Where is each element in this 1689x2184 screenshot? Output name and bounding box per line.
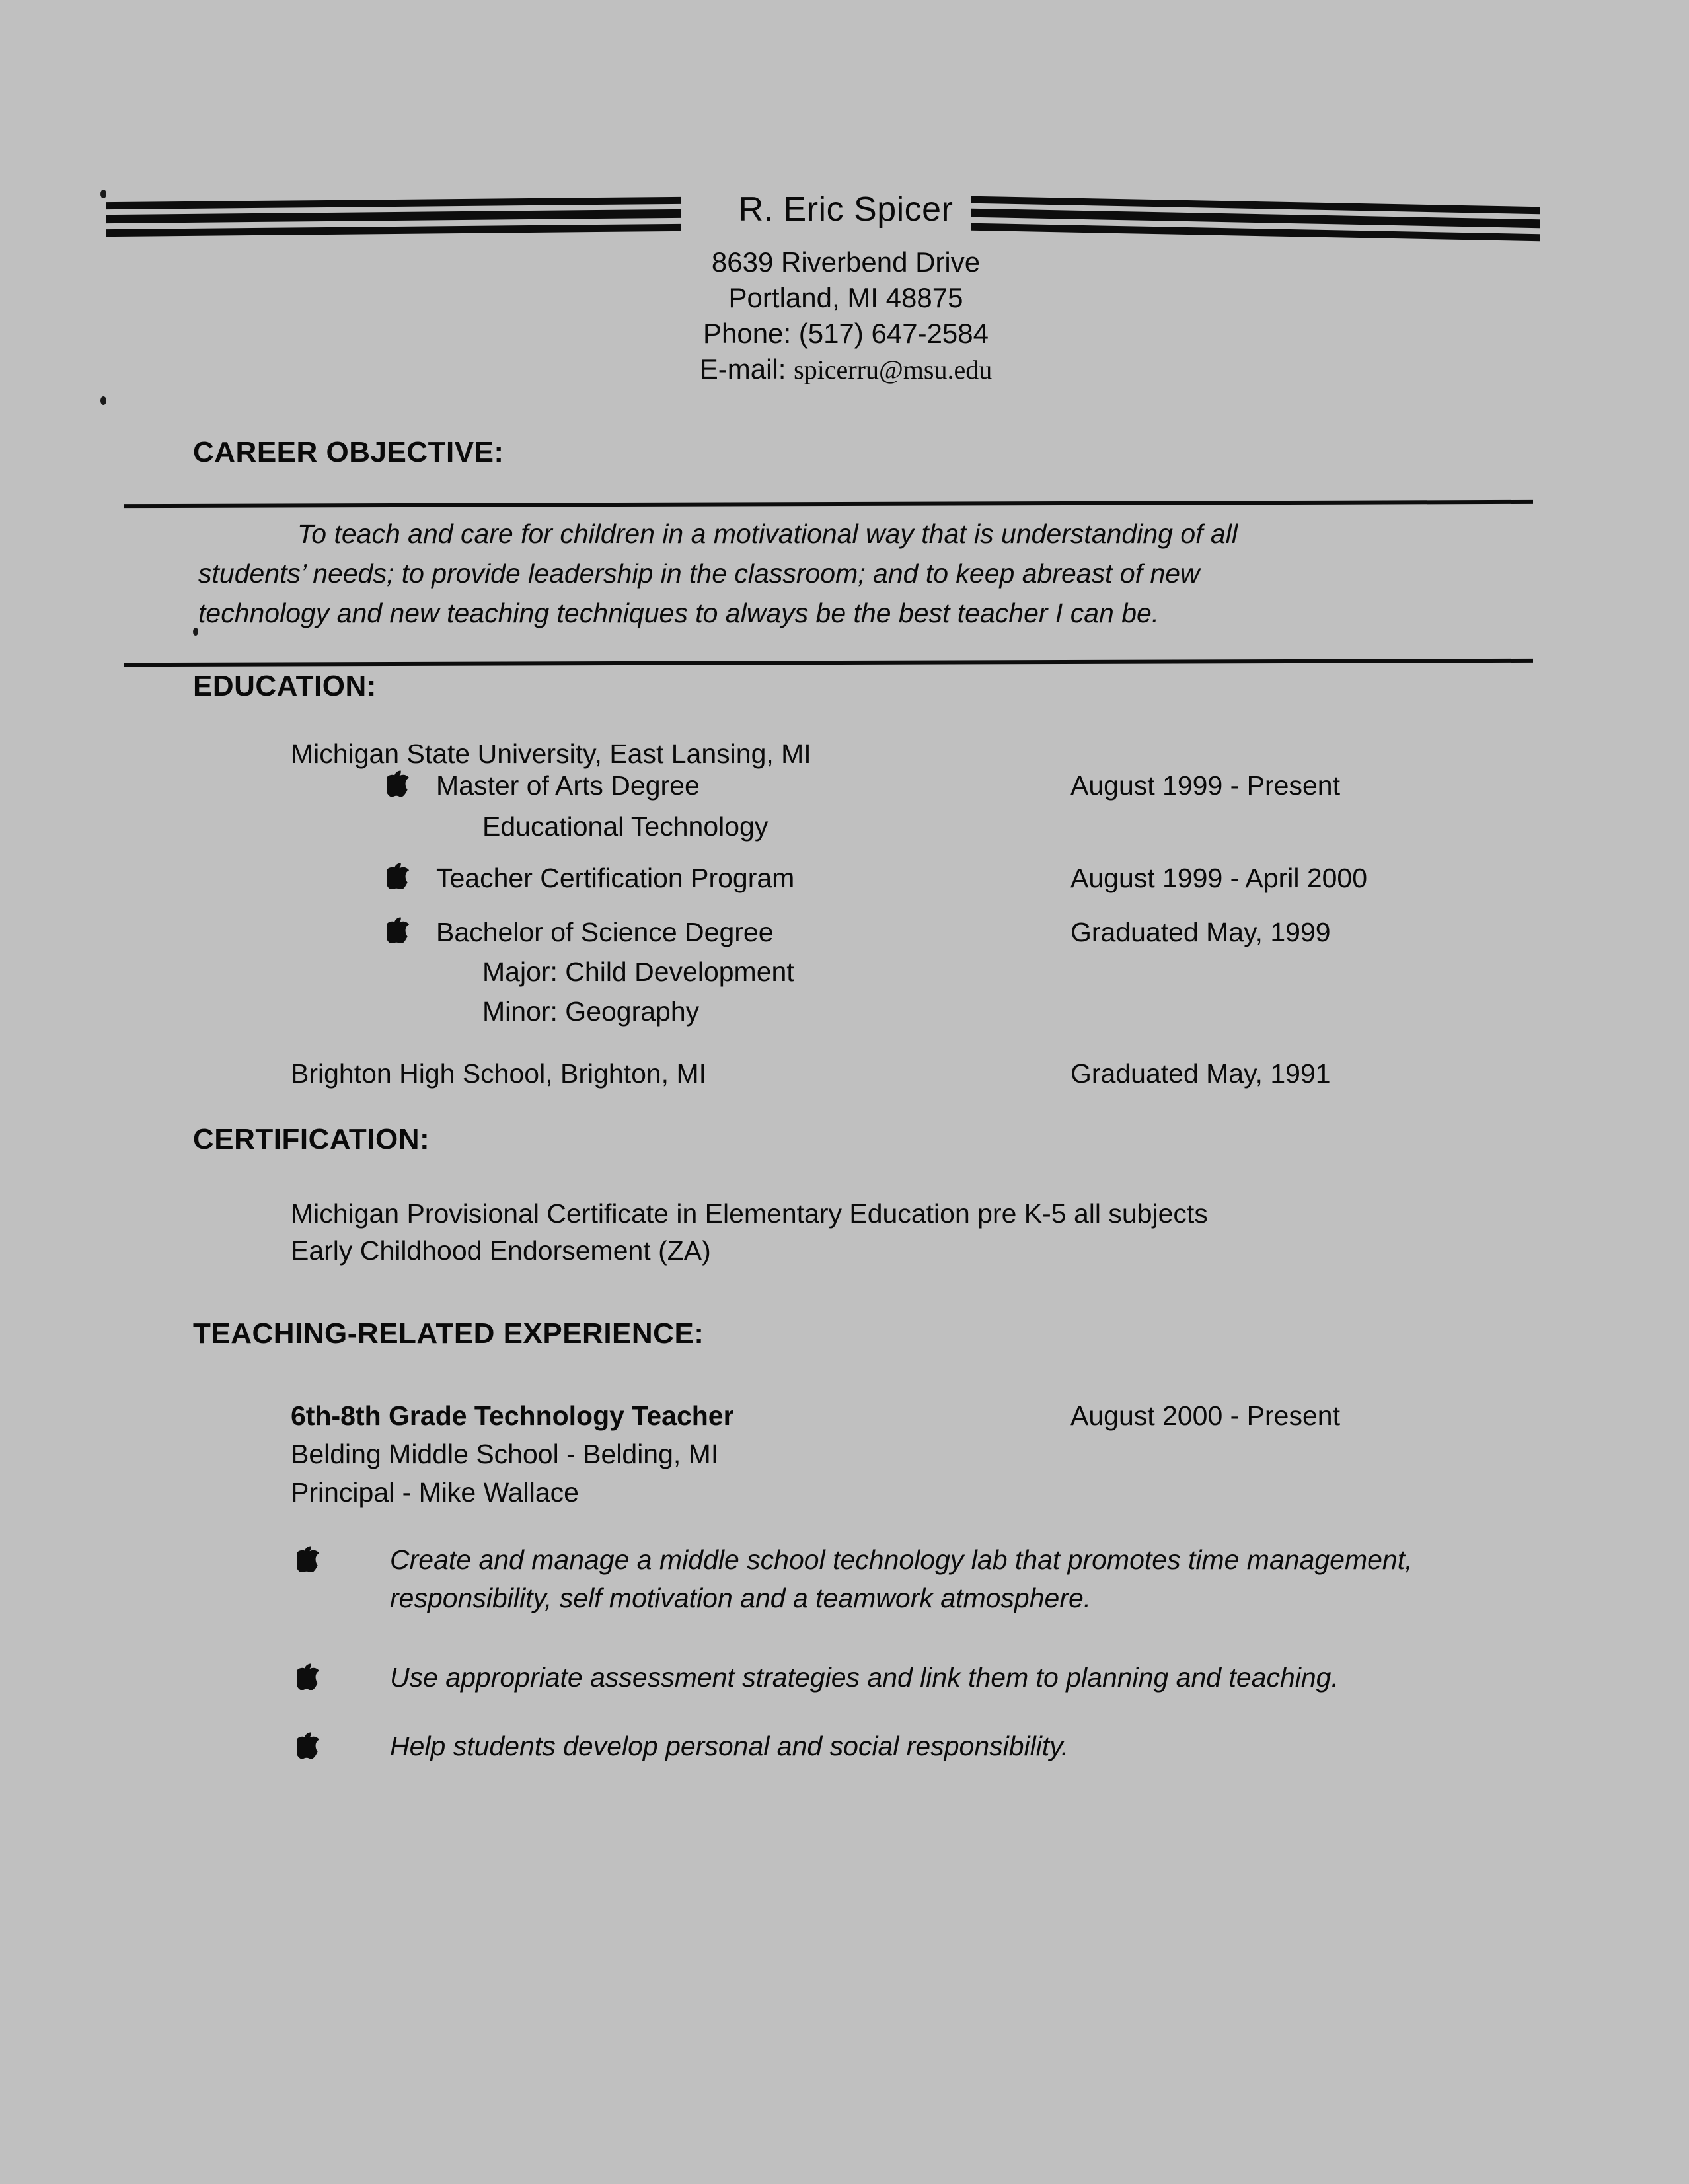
section-heading-certification: CERTIFICATION: <box>193 1123 430 1155</box>
duty-item-2: Use appropriate assessment strategies and link them to planning and teaching. <box>390 1662 1339 1693</box>
job-title: 6th-8th Grade Technology Teacher <box>291 1401 734 1431</box>
degree-date-bs: Graduated May, 1999 <box>1070 917 1331 947</box>
objective-text <box>198 514 1474 633</box>
divider-rule-education <box>124 659 1533 667</box>
contact-address: 8639 Riverbend Drive <box>711 246 981 277</box>
header-decoration-right <box>971 195 1540 246</box>
contact-block <box>423 244 1269 388</box>
school-name-brighton <box>291 1054 706 1093</box>
contact-email-address: spicerru@msu.edu <box>794 355 993 384</box>
school-date-brighton: Graduated May, 1991 <box>1070 1058 1331 1089</box>
divider-rule-objective <box>124 500 1533 508</box>
degree-date-ma: August 1999 - Present <box>1070 770 1340 801</box>
certification-item-2: Early Childhood Endorsement (ZA) <box>291 1235 711 1266</box>
contact-city-state-zip: Portland, MI 48875 <box>728 282 963 313</box>
degree-minor-bs: Minor: Geography <box>482 996 700 1027</box>
apple-bullet-icon <box>297 1732 320 1759</box>
scan-speck <box>100 396 106 405</box>
degree-major-bs: Major: Child Development <box>482 957 794 987</box>
job-date: August 2000 - Present <box>1070 1401 1340 1431</box>
scan-speck <box>193 628 198 636</box>
contact-email <box>423 351 1269 388</box>
degree-title-ma: Master of Arts Degree <box>436 770 700 801</box>
contact-email-label: E-mail: <box>699 353 786 384</box>
school-location-msu: , East Lansing, MI <box>594 739 811 769</box>
section-heading-experience: TEACHING-RELATED EXPERIENCE: <box>193 1317 704 1350</box>
section-heading-objective: CAREER OBJECTIVE: <box>193 436 504 468</box>
job-employer: Belding Middle School - Belding, MI <box>291 1439 719 1469</box>
objective-line-2: students’ needs; to provide leadership in the classroom; and to keep abreast of new <box>198 558 1200 589</box>
job-supervisor: Principal - Mike Wallace <box>291 1477 579 1508</box>
apple-bullet-icon <box>297 1546 320 1572</box>
page-title: R. Eric Spicer <box>738 190 954 229</box>
school-location-brighton: , Brighton, MI <box>545 1058 707 1089</box>
section-heading-education: EDUCATION: <box>193 670 377 702</box>
scan-speck <box>100 190 106 198</box>
objective-line-3: technology and new teaching techniques to always be the best teacher I can be. <box>198 598 1160 628</box>
contact-phone: Phone: (517) 647-2584 <box>703 318 989 349</box>
objective-line-1: To teach and care for children in a motivational way that is understanding of all <box>297 519 1238 549</box>
header-decoration-left <box>106 196 681 240</box>
apple-bullet-icon <box>297 1663 320 1690</box>
degree-title-tcp: Teacher Certification Program <box>436 863 795 893</box>
school-name-brighton-bold: Brighton High School <box>291 1058 546 1089</box>
degree-date-tcp: August 1999 - April 2000 <box>1070 863 1368 893</box>
degree-subtitle-ma: Educational Technology <box>482 811 769 842</box>
apple-bullet-icon <box>387 770 410 797</box>
certification-item-1: Michigan Provisional Certificate in Elementary Education pre K-5 all subjects <box>291 1198 1208 1229</box>
apple-bullet-icon <box>387 863 410 889</box>
school-name-msu-bold: Michigan State University <box>291 739 595 769</box>
duty-item-1: Create and manage a middle school technology lab that promotes time management, responsibility, self motivation and a teamwork atmosphere. <box>390 1545 1413 1613</box>
apple-bullet-icon <box>387 917 410 943</box>
duty-item-3: Help students develop personal and social responsibility. <box>390 1731 1069 1761</box>
degree-title-bs: Bachelor of Science Degree <box>436 917 774 947</box>
